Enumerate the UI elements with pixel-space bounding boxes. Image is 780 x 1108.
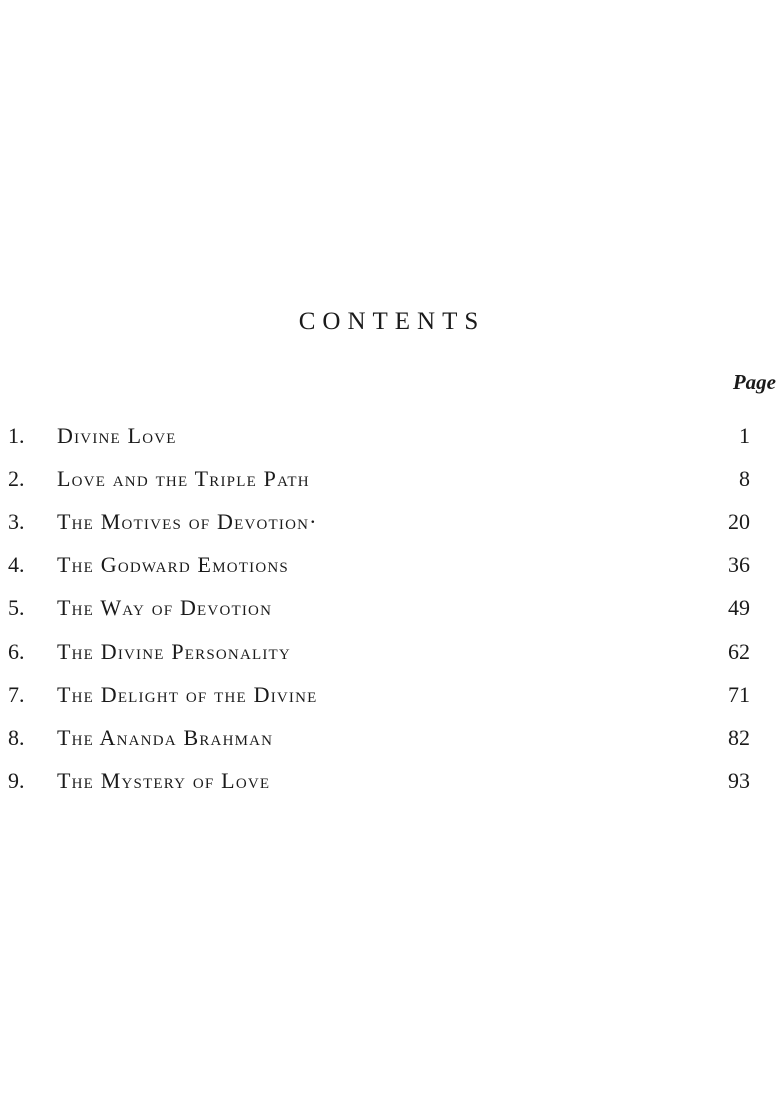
- toc-entry: [0, 768, 780, 798]
- entry-number: 2.: [8, 466, 25, 492]
- entry-number: 1.: [8, 423, 25, 448]
- entry-number: 9.: [8, 767, 25, 793]
- entry-number: 4.: [8, 552, 25, 578]
- toc-entry: [0, 595, 780, 625]
- entry-number: 5.: [8, 595, 25, 621]
- toc-entry: [0, 552, 780, 582]
- entry-title: Love and the Triple Path: [57, 466, 310, 492]
- entry-title: The Delight of the Divine: [57, 681, 318, 707]
- entry-title: The Way of Devotion: [57, 595, 273, 621]
- entry-page: 82: [728, 724, 750, 750]
- entry-number: 3.: [8, 509, 25, 535]
- entry-title: The Godward Emotions: [57, 552, 289, 578]
- toc-entry: [0, 682, 780, 712]
- toc-entry: [0, 639, 780, 669]
- page-column-label: Page: [732, 370, 776, 394]
- entry-page: 62: [728, 638, 750, 664]
- entry-title: The Motives of Devotion·: [57, 509, 318, 535]
- entry-page: 49: [728, 595, 750, 621]
- toc-entry: [0, 725, 780, 755]
- entry-page: 36: [728, 552, 750, 578]
- entry-page: 1: [739, 423, 750, 448]
- toc-entry: [0, 509, 780, 539]
- toc-entry: [0, 466, 780, 496]
- entry-page: 8: [739, 466, 750, 492]
- entry-number: 8.: [8, 724, 25, 750]
- entry-page: 93: [728, 767, 750, 793]
- entry-number: 6.: [8, 638, 25, 664]
- entry-page: 71: [728, 681, 750, 707]
- entry-title: The Ananda Brahman: [57, 724, 274, 750]
- contents-heading: CONTENTS: [298, 308, 486, 335]
- toc-entry: [0, 423, 780, 453]
- entry-page: 20: [728, 509, 750, 535]
- entry-title: The Divine Personality: [57, 638, 291, 664]
- entry-number: 7.: [8, 681, 25, 707]
- entry-title: The Mystery of Love: [57, 767, 271, 793]
- entry-title: Divine Love: [57, 423, 177, 448]
